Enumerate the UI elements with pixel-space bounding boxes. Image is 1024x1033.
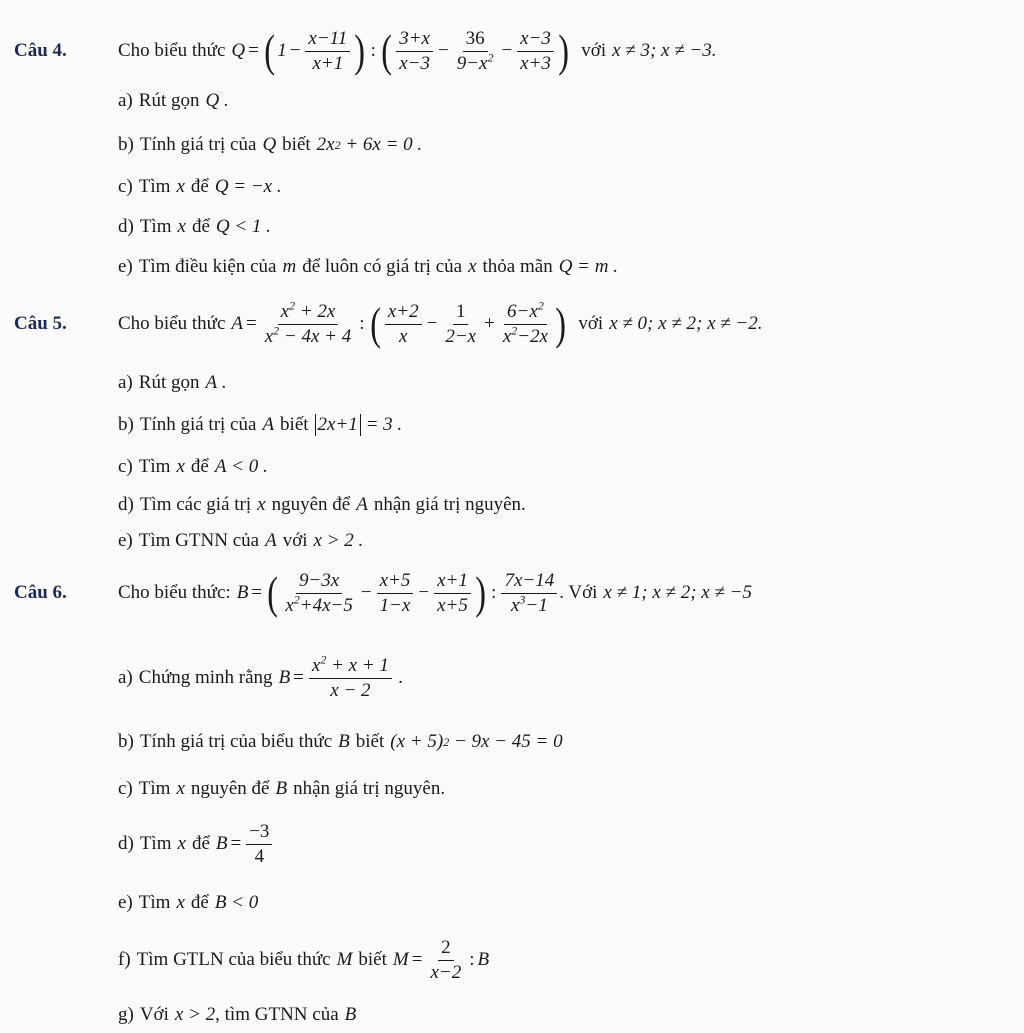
q6-f-mid: biết: [358, 949, 387, 970]
q4-e-text: Tìm điều kiện của: [138, 256, 277, 277]
q5-a-label: a): [118, 372, 133, 393]
q5-b-label: b): [118, 414, 134, 435]
q4-e-mid2: thỏa mãn: [482, 256, 553, 277]
q4-part-a: [0, 86, 1024, 116]
q6-f-text: Tìm GTLN của biểu thức: [136, 949, 331, 970]
q6-intro: Cho biểu thức:: [118, 582, 231, 603]
q5-b-mid: biết: [280, 414, 309, 435]
q4-a-label: a): [118, 90, 133, 111]
q5-expression: A = $\frac{x^2 + 2x}{x^2 - 4x + 4}$ : ( $\frac{x+2}{x}$ − $\frac{1}{2-x}$ + $\frac{6-x^2}{x^2-2x}$ ): [231, 298, 567, 349]
q6-part-d: d) Tìm x để B = $\frac{-3}{4}$: [0, 814, 1024, 874]
q4-b-mid: biết: [282, 134, 311, 155]
q5-c-text: Tìm: [138, 456, 171, 477]
q5-d-label: d): [118, 494, 134, 515]
q5-part-c: c) Tìm x để A < 0 .: [118, 456, 268, 477]
q6-statement: [0, 562, 1024, 624]
q6-e-mid: để: [190, 892, 209, 913]
q6-g-text: Với: [139, 1004, 169, 1025]
q4-c-math: Q = −x .: [214, 176, 282, 197]
q6-d-label: d): [118, 833, 134, 854]
q6-b-math: (x + 5) 2 − 9x − 45 = 0: [390, 731, 563, 752]
q6-b-label: b): [118, 731, 134, 752]
q4-c-mid: để: [190, 176, 209, 197]
q6-part-a: [0, 648, 1024, 708]
q5-label: Câu 5.: [14, 313, 67, 334]
q6-f-label: f): [118, 949, 131, 970]
q6-part-g: g) Với x > 2 , tìm GTNN của B: [118, 1004, 357, 1025]
q6-c-label: c): [118, 778, 133, 799]
q5-e-label: e): [118, 530, 133, 551]
q4-part-c: c) Tìm x để Q = −x .: [118, 176, 282, 197]
q6-g-math: x > 2: [174, 1004, 216, 1025]
q6-c-end: nhận giá trị nguyên.: [293, 778, 446, 799]
q5-e-mid: với: [282, 530, 308, 551]
q4-part-e: e) Tìm điều kiện của m để luôn có giá trị của x thỏa mãn Q = m .: [118, 256, 618, 277]
q6-e-label: e): [118, 892, 133, 913]
q5-part-a: [0, 368, 1024, 398]
q4-label: Câu 4.: [14, 40, 67, 61]
q4-intro: Cho biểu thức: [118, 40, 226, 61]
q5-e-math: x > 2 .: [313, 530, 364, 551]
q6-e-text: Tìm: [138, 892, 171, 913]
q6-d-text: Tìm: [139, 833, 172, 854]
q6-c-mid: nguyên để: [190, 778, 270, 799]
q6-label: Câu 6.: [14, 582, 67, 603]
q4-d-label: d): [118, 216, 134, 237]
q4-e-mid: để luôn có giá trị của: [302, 256, 463, 277]
q4-part-d: d) Tìm x để Q < 1 .: [118, 216, 271, 237]
q5-e-text: Tìm GTNN của: [138, 530, 260, 551]
q6-g-label: g): [118, 1004, 134, 1025]
q4-statement: [0, 22, 1024, 80]
q5-c-math: A < 0 .: [214, 456, 268, 477]
q5-d-mid: nguyên để: [271, 494, 351, 515]
q4-b-label: b): [118, 134, 134, 155]
q5-a-text: Rút gọn: [138, 372, 200, 393]
q5-c-label: c): [118, 456, 133, 477]
q5-part-d: d) Tìm các giá trị x nguyên để A nhận giá trị nguyên.: [118, 494, 526, 515]
q4-e-math: Q = m .: [558, 256, 618, 277]
q6-b-mid: biết: [355, 731, 385, 752]
q6-e-math: B < 0: [214, 892, 259, 913]
q4-a-math: Q .: [205, 90, 229, 111]
q5-conditions: x ≠ 0; x ≠ 2; x ≠ −2.: [609, 313, 763, 334]
q5-statement: [0, 294, 1024, 354]
q5-c-mid: để: [190, 456, 209, 477]
q5-a-math: A .: [205, 372, 227, 393]
q5-b-text: Tính giá trị của: [139, 414, 257, 435]
q6-part-e: e) Tìm x để B < 0: [118, 892, 259, 913]
q4-d-math: Q < 1 .: [215, 216, 271, 237]
q5-part-e: e) Tìm GTNN của A với x > 2 .: [118, 530, 364, 551]
q6-a-text: Chứng minh rằng: [138, 667, 273, 688]
q5-d-end: nhận giá trị nguyên.: [373, 494, 526, 515]
q4-e-label: e): [118, 256, 133, 277]
q6-part-f: f) Tìm GTLN của biểu thức M biết M = $\frac{2}{x-2}$ : B: [118, 936, 490, 983]
q4-c-label: c): [118, 176, 133, 197]
q4-d-mid: để: [191, 216, 210, 237]
q4-b-text: Tính giá trị của: [139, 134, 257, 155]
q5-part-b: b) Tính giá trị của A biết 2x+1 = 3 .: [118, 414, 403, 435]
q5-cond-word: với: [578, 313, 604, 334]
q6-g-mid: , tìm GTNN của: [215, 1004, 339, 1025]
q6-f-math: M = $\frac{2}{x-2}$ : B: [392, 936, 490, 983]
q6-expression: B = ( $\frac{9-3x}{x^2+4x-5}$ − $\frac{x+5}{1-x}$ − $\frac{x+1}{x+5}$ ) : $\frac{7x-14}{x^3-1}$: [237, 570, 560, 616]
q6-c-text: Tìm: [138, 778, 171, 799]
q6-d-math: B = $\frac{-3}{4}$: [216, 822, 275, 867]
q6-d-mid: để: [191, 833, 210, 854]
q6-part-b: b) Tính giá trị của biểu thức B biết (x + 5) 2 − 9x − 45 = 0: [118, 731, 563, 752]
q5-intro: Cho biểu thức: [118, 313, 226, 334]
q4-expression: Q = ( 1 − $\frac{x-11}{x+1}$ ) : ( $\frac{3+x}{x-3}$ − $\frac{36}{9-x^2}$ − $\frac{x-3}{x+3}$ ): [231, 25, 569, 76]
q5-b-math: 2x+1 = 3 .: [315, 414, 403, 436]
q4-part-b: b) Tính giá trị của Q biết 2x 2 + 6x = 0 .: [118, 134, 423, 155]
q5-d-text: Tìm các giá trị: [139, 494, 252, 515]
q4-c-text: Tìm: [138, 176, 171, 197]
q4-a-text: Rút gọn: [138, 90, 200, 111]
q6-a-label: a): [118, 667, 133, 688]
q4-cond-word: với: [581, 40, 607, 61]
q6-a-math: B = $\frac{x^2 + x + 1}{x - 2}$ .: [278, 652, 404, 701]
q4-b-math: 2x 2 + 6x = 0 .: [316, 134, 423, 155]
q6-cond-word: . Với: [559, 582, 598, 603]
q6-b-text: Tính giá trị của biểu thức: [139, 731, 333, 752]
q6-conditions: x ≠ 1; x ≠ 2; x ≠ −5: [603, 582, 752, 603]
q6-part-c: c) Tìm x nguyên để B nhận giá trị nguyên.: [118, 778, 446, 799]
q4-d-text: Tìm: [139, 216, 172, 237]
q4-conditions: x ≠ 3; x ≠ −3.: [612, 40, 717, 61]
